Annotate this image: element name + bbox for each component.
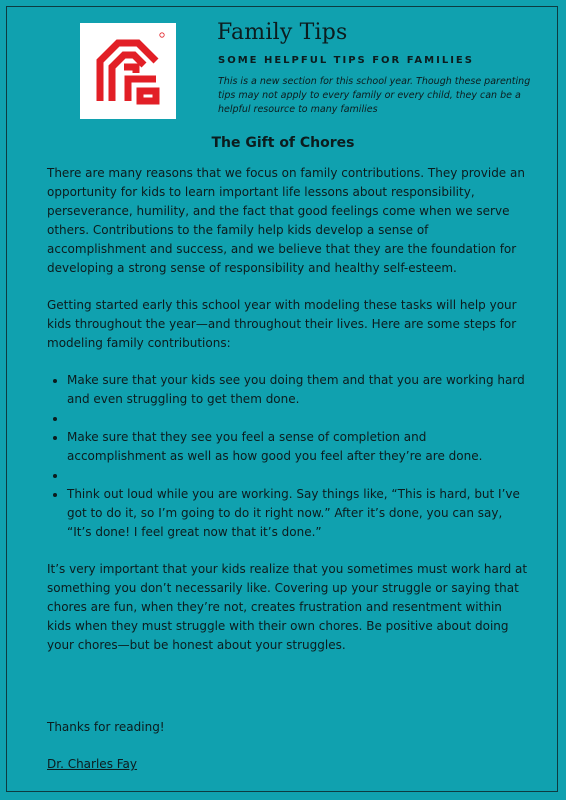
- signature-link[interactable]: Dr. Charles Fay: [47, 757, 138, 771]
- paragraph-2: Getting started early this school year with modeling these tasks will help your kids throughout the year—and throughout their lives. Here are some steps for modeling family contributions:: [47, 298, 517, 350]
- tips-list: [47, 371, 529, 542]
- newsletter-subtitle: SOME HELPFUL TIPS FOR FAMILIES: [218, 55, 474, 66]
- list-item: • Make sure that your kids see you doing them and that you are working hard and even struggling to get them done.: [67, 371, 529, 409]
- article-heading: The Gift of Chores: [211, 135, 355, 151]
- thanks-text: Thanks for reading!: [47, 720, 165, 734]
- school-logo-icon: [80, 23, 176, 119]
- intro-text: This is a new section for this school year. Though these parenting tips may not apply to every family or every child, they can be a helpful resource to many families: [218, 76, 531, 115]
- paragraph-3: It’s very important that your kids realize that you sometimes must work hard at something you don’t necessarily like. Covering up your struggle or saying that chores are fun, when they’re not, creates frustration and resentment within kids when they must struggle with their own chores. Be positive about doing your chores—but be honest about your struggles.: [47, 562, 528, 652]
- paragraph-1: There are many reasons that we focus on family contributions. They provide an opportunity for kids to learn important life lessons about responsibility, perseverance, humility, and the fact that good feelings come when we serve others. Contributions to the family help kids develop a sense of accomplishment and success, and we believe that they are the foundation for developing a strong sense of responsibility and healthy self-esteem.: [47, 166, 525, 275]
- newsletter-title: Family Tips: [217, 20, 348, 45]
- list-item: [67, 409, 529, 428]
- list-item: [67, 466, 529, 485]
- list-item: • Make sure that they see you feel a sense of completion and accomplishment as well as how good you feel after they’re are done.: [67, 428, 529, 466]
- list-item: • Think out loud while you are working. Say things like, “This is hard, but I’ve got to do it, so I’m going to do it right now.” After it’s done, you can say, “It’s done! I feel great now that it’s done.”: [67, 485, 529, 542]
- article-body: [47, 164, 529, 673]
